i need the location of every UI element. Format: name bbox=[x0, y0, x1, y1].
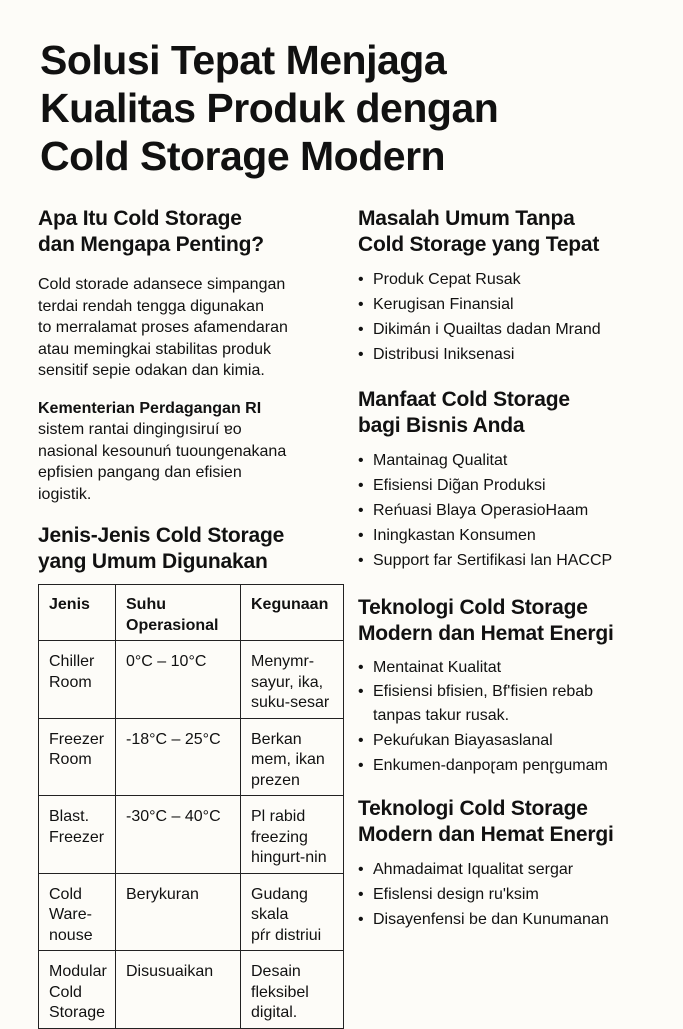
list-item: • Kerugisan Finansial bbox=[358, 292, 658, 317]
table-cell: Freezer Room bbox=[39, 718, 116, 796]
table-cell: Cold Ware- nouse bbox=[39, 873, 116, 951]
table-row bbox=[39, 718, 344, 796]
list-item: • Ahmadaimat Iqualitat sergar bbox=[358, 857, 658, 882]
intro-paragraph: Cold storade adansece simpangan terdai rendah tengga digunakan to merralamat proses afamendaran atau memingkai stabilitas produk sensitif sepie odakan dan kimia. bbox=[38, 276, 288, 379]
ministry-paragraph: sistem rantai dingingısiruí ɐo nasional kesounuń tuoungenakana epfisien pangang dan efisien iogistik. bbox=[38, 421, 287, 503]
table-cell: Desain fleksibel digital. bbox=[241, 951, 344, 1029]
list-item: • Distribusi Iniksenasi bbox=[358, 342, 658, 367]
list-item: • Produk Cepat Rusak bbox=[358, 267, 658, 292]
problems-list bbox=[358, 267, 658, 367]
list-item: • Efisiensi bfisien, Bf'fisien rebab tanpas takur rusak. bbox=[358, 680, 658, 728]
table-cell: Chiller Room bbox=[39, 641, 116, 719]
ministry-lead: Kementerian Perdagangan RI bbox=[38, 399, 262, 417]
list-item: • Mentainat Kualitat bbox=[358, 655, 658, 680]
list-item: • Reńuasi Blaya OperasioHaam bbox=[358, 498, 658, 523]
cold-storage-types-table bbox=[38, 584, 344, 1029]
table-row bbox=[39, 641, 344, 719]
table-cell: Berykuran bbox=[116, 873, 241, 951]
technology-list-2 bbox=[358, 857, 658, 932]
table-cell: -18°C – 25°C bbox=[116, 718, 241, 796]
table-row bbox=[39, 951, 344, 1029]
list-item: • Iningkastan Konsumen bbox=[358, 523, 658, 548]
section-heading-technology: Teknologi Cold Storage Modern dan Hemat Energi bbox=[358, 596, 614, 645]
list-item: • Mantainag Qualitat bbox=[358, 448, 658, 473]
table-header-cell: Jenis bbox=[39, 585, 116, 641]
section-heading-what-is: Apa Itu Cold Storage dan Mengapa Penting? bbox=[38, 207, 264, 256]
list-item: • Disayenfensi be dan Kunumanan bbox=[358, 907, 658, 932]
section-heading-problems: Masalah Umum Tanpa Cold Storage yang Tepat bbox=[358, 207, 600, 256]
table-row bbox=[39, 873, 344, 951]
page-title: Solusi Tepat Menjaga Kualitas Produk dengan Cold Storage Modern bbox=[40, 37, 499, 179]
section-heading-benefits: Manfaat Cold Storage bagi Bisnis Anda bbox=[358, 388, 570, 437]
technology-list bbox=[358, 655, 658, 778]
section-heading-technology-2: Teknologi Cold Storage Modern dan Hemat Energi bbox=[358, 797, 614, 846]
table-cell: Pl rabid freezing hingurt-nin bbox=[241, 796, 344, 874]
table-row bbox=[39, 796, 344, 874]
table-header-cell: Suhu Operasional bbox=[116, 585, 241, 641]
right-column bbox=[358, 206, 658, 932]
table-cell: Menymr- sayur, ika, suku-sesar bbox=[241, 641, 344, 719]
list-item: • Pekuŕukan Biayasaslanal bbox=[358, 728, 658, 753]
table-cell: Blast. Freezer bbox=[39, 796, 116, 874]
table-cell: 0°C – 10°C bbox=[116, 641, 241, 719]
section-heading-types: Jenis-Jenis Cold Storage yang Umum Digunakan bbox=[38, 524, 285, 573]
list-item: • Efisiensi Dig̃an Produksi bbox=[358, 473, 658, 498]
table-header-row bbox=[39, 585, 344, 641]
list-item: • Dikimán i Quailtas dadan Mrand bbox=[358, 317, 658, 342]
table-header-cell: Kegunaan bbox=[241, 585, 344, 641]
table-cell: Disusuaikan bbox=[116, 951, 241, 1029]
table-cell: Gudang skala pŕr distriui bbox=[241, 873, 344, 951]
list-item: • Support far Sertifikasi lan HACCP bbox=[358, 548, 658, 573]
left-column bbox=[38, 206, 328, 575]
table-cell: Berkan mem, ikan prezen bbox=[241, 718, 344, 796]
table-cell: Modular Cold Storage bbox=[39, 951, 116, 1029]
table-cell: -30°C – 40°C bbox=[116, 796, 241, 874]
list-item: • Efislensi design ru'ksim bbox=[358, 882, 658, 907]
list-item: • Enkumen-danpoɽam penɽgumam bbox=[358, 753, 658, 778]
benefits-list bbox=[358, 448, 658, 573]
